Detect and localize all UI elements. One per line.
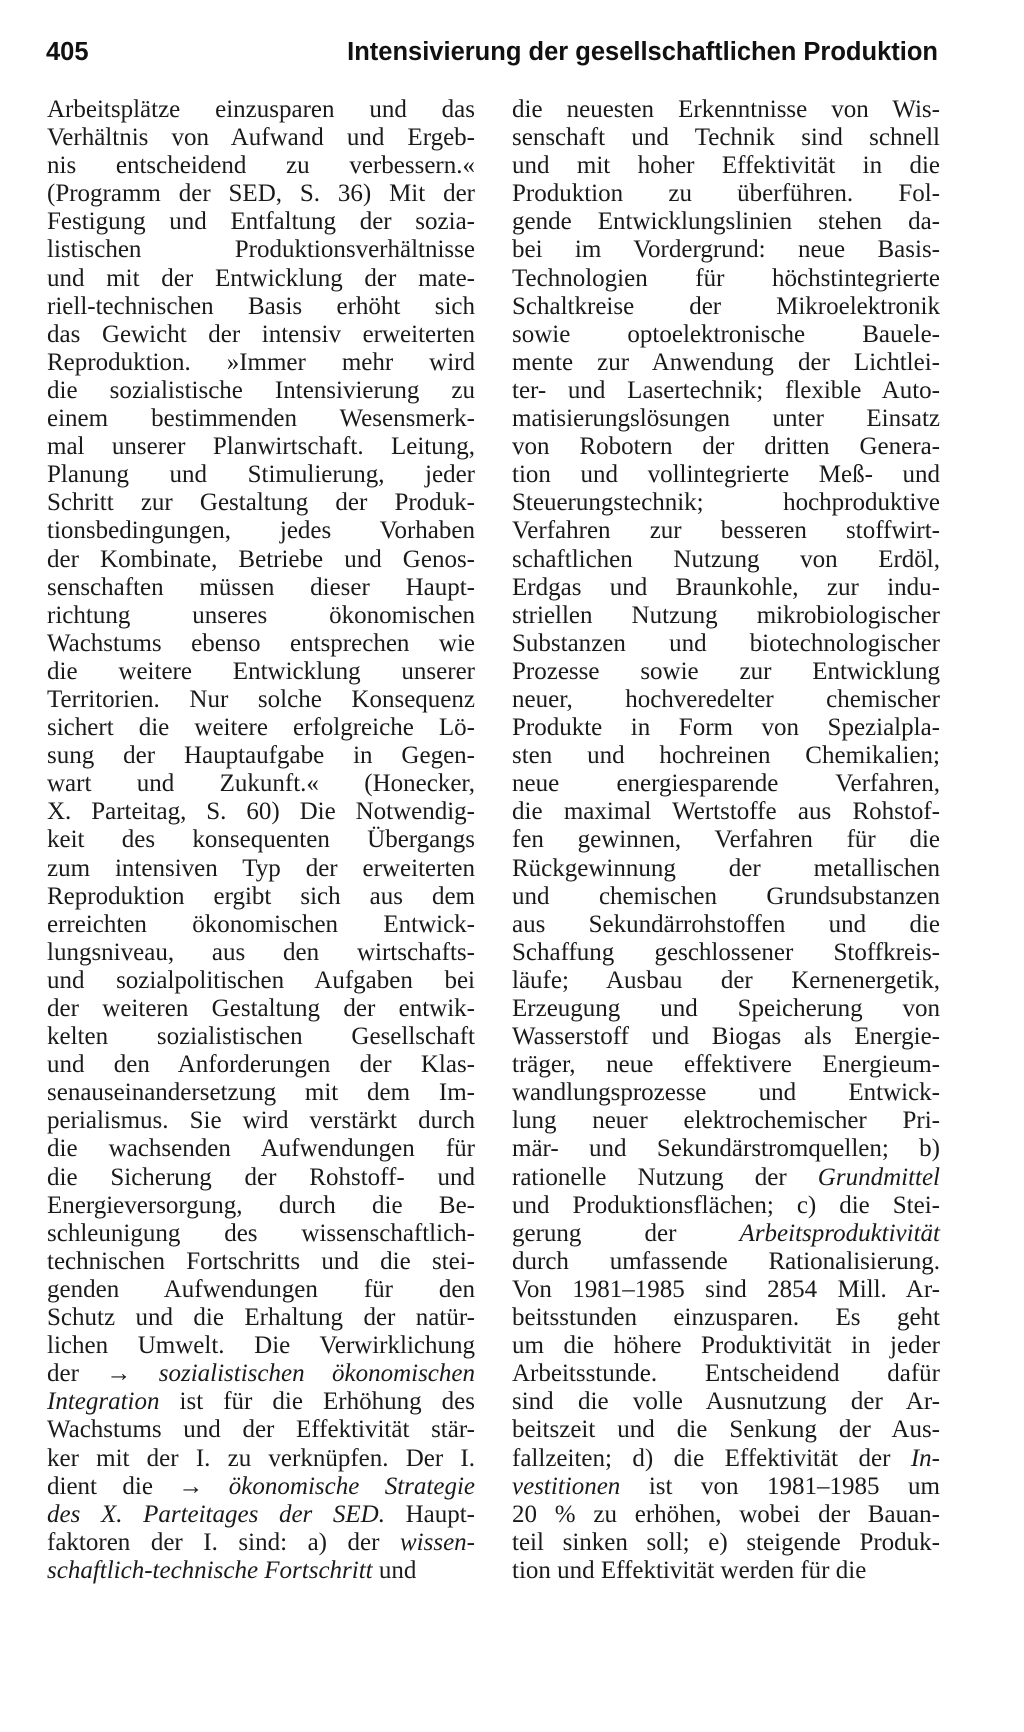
text-line: und sozialpolitischen Aufgaben bei: [47, 966, 475, 994]
page-number: 405: [46, 38, 89, 66]
text-line: schaftlich-technische Fortschritt und: [47, 1556, 417, 1584]
text-line: erreichten ökonomischen Entwick-: [47, 910, 475, 938]
text-line: Schaltkreise der Mikroelektronik: [512, 292, 940, 320]
text-line: Wachstums und der Effektivität stär-: [47, 1416, 475, 1444]
text-line: perialismus. Sie wird verstärkt durch: [47, 1107, 475, 1135]
text-line: faktoren der I. sind: a) der wissen-: [47, 1528, 475, 1556]
text-line: tionsbedingungen, jedes Vorhaben: [47, 517, 475, 545]
text-line: kelten sozialistischen Gesellschaft: [47, 1023, 475, 1051]
text-line: Schaffung geschlossener Stoffkreis-: [512, 938, 940, 966]
text-line: neuer, hochveredelter chemischer: [512, 685, 940, 713]
text-line: der Kombinate, Betriebe und Genos-: [47, 545, 475, 573]
text-line: keit des konsequenten Übergangs: [47, 826, 475, 854]
text-line: läufe; Ausbau der Kernenergetik,: [512, 966, 940, 994]
text-line: des X. Parteitages der SED. Haupt-: [47, 1500, 476, 1528]
text-line: gerung der Arbeitsproduktivität: [512, 1219, 940, 1247]
text-line: Produktion zu überführen. Fol-: [512, 180, 940, 208]
text-line: und Produktionsflächen; c) die Stei-: [512, 1191, 940, 1219]
text-line: (Programm der SED, S. 36) Mit der: [47, 180, 475, 208]
text-line: fen gewinnen, Verfahren für die: [512, 826, 940, 854]
text-line: Arbeitsstunde. Entscheidend dafür: [512, 1360, 940, 1388]
text-line: genden Aufwendungen für den: [47, 1275, 475, 1303]
text-line: von Robotern der dritten Genera-: [512, 433, 940, 461]
text-line: das Gewicht der intensiv erweiterten: [47, 320, 475, 348]
text-line: technischen Fortschritts und die stei-: [47, 1247, 475, 1275]
text-line: Produkte in Form von Spezialpla-: [512, 714, 940, 742]
text-line: der → sozialistischen ökonomischen: [47, 1360, 475, 1388]
text-line: und den Anforderungen der Klas-: [47, 1051, 475, 1079]
text-line: bei im Vordergrund: neue Basis-: [512, 236, 940, 264]
text-line: die neuesten Erkenntnisse von Wis-: [512, 96, 940, 123]
text-line: richtung unseres ökonomischen: [47, 601, 475, 629]
running-title: Intensivierung der gesellschaftlichen Produktion: [347, 38, 938, 66]
text-line: X. Parteitag, S. 60) Die Notwendig-: [47, 798, 475, 826]
text-line: dient die → ökonomische Strategie: [47, 1472, 475, 1500]
text-line: Erdgas und Braunkohle, zur indu-: [512, 573, 940, 601]
text-line: vestitionen ist von 1981–1985 um: [512, 1472, 940, 1500]
text-line: die sozialistische Intensivierung zu: [47, 376, 475, 404]
text-line: Reproduktion. »Immer mehr wird: [47, 348, 475, 376]
text-line: sowie optoelektronische Bauele-: [512, 320, 940, 348]
text-line: mal unserer Planwirtschaft. Leitung,: [47, 433, 475, 461]
text-line: lungsniveau, aus den wirtschafts-: [47, 938, 475, 966]
text-line: Planung und Stimulierung, jeder: [47, 461, 475, 489]
text-line: aus Sekundärrohstoffen und die: [512, 910, 940, 938]
text-line: wandlungsprozesse und Entwick-: [512, 1079, 940, 1107]
text-line: senauseinandersetzung mit dem Im-: [47, 1079, 475, 1107]
text-line: Substanzen und biotechnologischer: [512, 629, 940, 657]
text-line: tion und Effektivität werden für die: [512, 1556, 867, 1584]
text-line: matisierungslösungen unter Einsatz: [512, 405, 940, 433]
text-line: lung neuer elektrochemischer Pri-: [512, 1107, 940, 1135]
text-line: Energieversorgung, durch die Be-: [47, 1191, 475, 1219]
text-line: listischen Produktionsverhältnisse: [47, 236, 475, 264]
text-line: ter- und Lasertechnik; flexible Auto-: [512, 376, 940, 404]
text-line: rationelle Nutzung der Grundmittel: [512, 1163, 940, 1191]
text-line: Prozesse sowie zur Entwicklung: [512, 657, 940, 685]
text-line: der weiteren Gestaltung der entwik-: [47, 995, 475, 1022]
left-text-column: [47, 96, 475, 1585]
page-header: [46, 34, 938, 74]
text-line: 20 % zu erhöhen, wobei der Bauan-: [512, 1500, 940, 1528]
text-line: sichert die weitere erfolgreiche Lö-: [47, 714, 475, 742]
text-line: Wasserstoff und Biogas als Energie-: [512, 1023, 940, 1051]
text-line: Verfahren zur besseren stoffwirt-: [512, 517, 940, 545]
text-line: Integration ist für die Erhöhung des: [47, 1388, 475, 1416]
text-line: beitsstunden einzusparen. Es geht: [512, 1304, 940, 1332]
text-line: teil sinken soll; e) steigende Produk-: [512, 1528, 940, 1556]
text-line: Von 1981–1985 sind 2854 Mill. Ar-: [512, 1275, 940, 1303]
text-line: und chemischen Grundsubstanzen: [512, 882, 940, 910]
text-line: Steuerungstechnik; hochproduktive: [512, 489, 940, 517]
text-line: ker mit der I. zu verknüpfen. Der I.: [47, 1444, 475, 1472]
text-line: einem bestimmenden Wesensmerk-: [47, 405, 475, 433]
text-line: Wachstums ebenso entsprechen wie: [47, 629, 475, 657]
text-line: Arbeitsplätze einzusparen und das: [47, 96, 475, 123]
text-line: striellen Nutzung mikrobiologischer: [512, 601, 940, 629]
text-line: Verhältnis von Aufwand und Ergeb-: [47, 124, 475, 152]
text-line: durch umfassende Rationalisierung.: [512, 1247, 940, 1275]
text-line: mente zur Anwendung der Lichtlei-: [512, 348, 940, 376]
text-line: fallzeiten; d) die Effektivität der In-: [512, 1444, 940, 1472]
text-line: Technologien für höchstintegrierte: [512, 264, 940, 292]
text-line: neue energiesparende Verfahren,: [512, 770, 940, 798]
text-line: wart und Zukunft.« (Honecker,: [47, 770, 475, 798]
text-line: riell-technischen Basis erhöht sich: [47, 292, 475, 320]
text-line: sind die volle Ausnutzung der Ar-: [512, 1388, 940, 1416]
text-line: die weitere Entwicklung unserer: [47, 657, 475, 685]
right-text-column: [512, 96, 940, 1585]
text-line: Reproduktion ergibt sich aus dem: [47, 882, 475, 910]
text-line: senschaft und Technik sind schnell: [512, 124, 940, 152]
text-line: um die höhere Produktivität in jeder: [512, 1332, 940, 1360]
text-line: Territorien. Nur solche Konsequenz: [47, 685, 475, 713]
text-line: und mit hoher Effektivität in die: [512, 152, 940, 180]
text-line: mär- und Sekundärstromquellen; b): [512, 1135, 940, 1163]
text-line: lichen Umwelt. Die Verwirklichung: [47, 1332, 475, 1360]
text-line: und mit der Entwicklung der mate-: [47, 264, 475, 292]
text-line: Erzeugung und Speicherung von: [512, 995, 940, 1022]
text-line: sten und hochreinen Chemikalien;: [512, 742, 940, 770]
text-line: Schutz und die Erhaltung der natür-: [47, 1304, 475, 1332]
text-line: schleunigung des wissenschaftlich-: [47, 1219, 475, 1247]
text-line: sung der Hauptaufgabe in Gegen-: [47, 742, 475, 770]
text-line: Schritt zur Gestaltung der Produk-: [47, 489, 475, 517]
text-line: senschaften müssen dieser Haupt-: [47, 573, 475, 601]
text-line: tion und vollintegrierte Meß- und: [512, 461, 940, 489]
text-line: nis entscheidend zu verbessern.«: [47, 152, 475, 180]
text-line: die Sicherung der Rohstoff- und: [47, 1163, 475, 1191]
text-line: die maximal Wertstoffe aus Rohstof-: [512, 798, 940, 826]
text-line: träger, neue effektivere Energieum-: [512, 1051, 940, 1079]
text-line: Rückgewinnung der metallischen: [512, 854, 940, 882]
text-line: die wachsenden Aufwendungen für: [47, 1135, 475, 1163]
text-line: zum intensiven Typ der erweiterten: [47, 854, 475, 882]
text-line: beitszeit und die Senkung der Aus-: [512, 1416, 940, 1444]
text-line: gende Entwicklungslinien stehen da-: [512, 208, 940, 236]
text-line: Festigung und Entfaltung der sozia-: [47, 208, 475, 236]
text-line: schaftlichen Nutzung von Erdöl,: [512, 545, 940, 573]
